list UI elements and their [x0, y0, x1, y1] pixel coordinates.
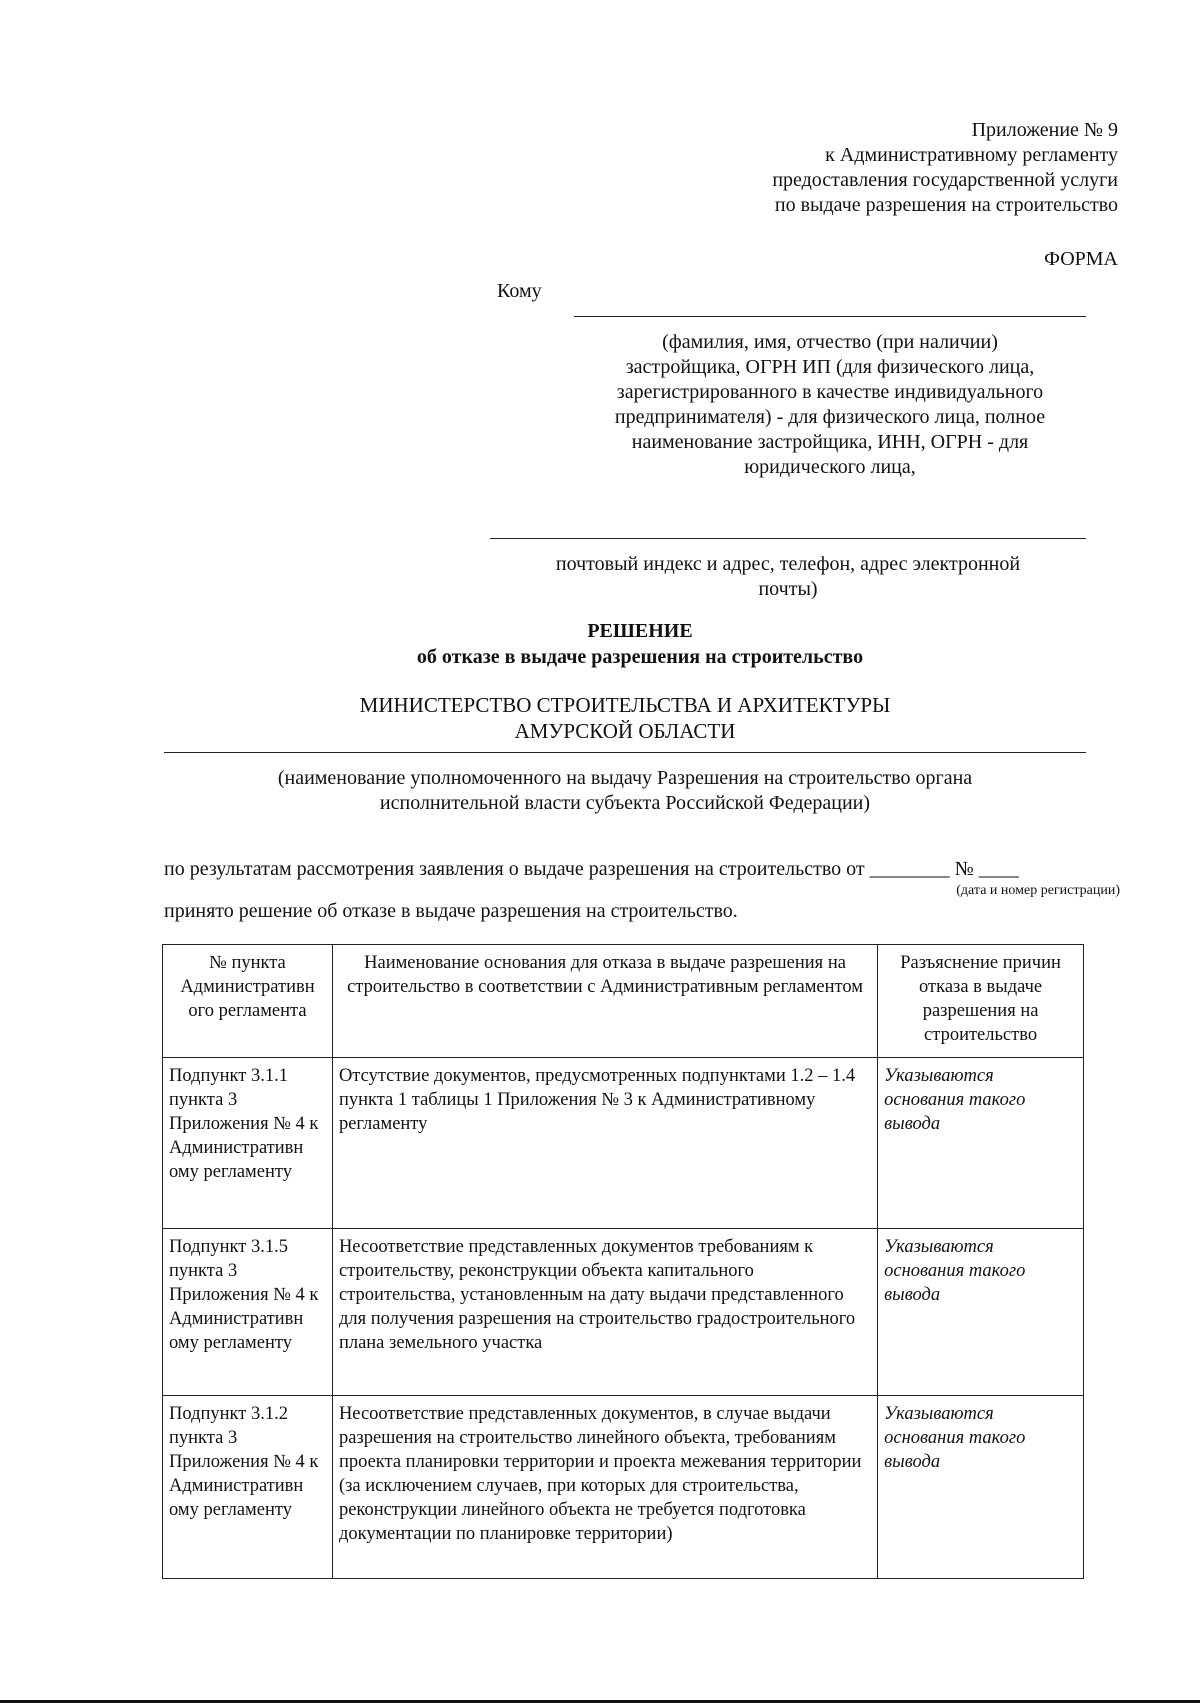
decision-title: РЕШЕНИЕ [587, 620, 693, 642]
recipient-caption-line: зарегистрированного в качестве индивидуального [616, 381, 1044, 403]
address-caption [500, 552, 1076, 602]
authority-line [164, 752, 1086, 753]
appendix-line-4: по выдаче разрешения на строительство [774, 194, 1118, 216]
row-clause: Подпункт 3.1.5 пункта 3 Приложения № 4 к Административн ому регламенту [163, 1229, 333, 1396]
refusal-grounds-table [162, 944, 1084, 1579]
row-explanation: Указываются основания такого вывода [878, 1396, 1084, 1579]
authority-caption [164, 766, 1086, 816]
table-row [163, 1058, 1084, 1229]
row-ground: Несоответствие представленных документов, в случае выдачи разрешения на строительство линейного объекта, требованиям проекта планировки территории и проекта межевания территории (за исключением случаев, при которых для строительства, реконструкции линейного объекта не требуется подготовка документации по планировке территории) [332, 1396, 877, 1579]
table-header-row [163, 945, 1084, 1058]
authority-caption-line-2: исполнительной власти субъекта Российской Федерации) [379, 792, 871, 814]
authority-line-2: АМУРСКОЙ ОБЛАСТИ [514, 719, 736, 743]
decision-subtitle: об отказе в выдаче разрешения на строительство [416, 646, 864, 668]
appendix-line-3: предоставления государственной услуги [772, 169, 1118, 191]
header-ground: Наименование основания для отказа в выдаче разрешения на строительство в соответствии с Административным регламентом [332, 945, 877, 1058]
consideration-text: по результатам рассмотрения заявления о выдаче разрешения на строительство от ________ № ____ [164, 858, 1019, 880]
recipient-caption [574, 330, 1086, 480]
appendix-line-1: Приложение № 9 [971, 119, 1118, 141]
recipient-label: Кому [497, 280, 542, 302]
recipient-caption-line: юридического лица, [744, 456, 916, 478]
address-caption-line: почты) [758, 578, 818, 600]
row-clause: Подпункт 3.1.1 пункта 3 Приложения № 4 к Административн ому регламенту [163, 1058, 333, 1229]
appendix-line-2: к Административному регламенту [825, 144, 1118, 166]
recipient-address-line [490, 538, 1086, 539]
recipient-caption-line: (фамилия, имя, отчество (при наличии) [662, 331, 998, 353]
row-explanation: Указываются основания такого вывода [878, 1058, 1084, 1229]
authority-caption-line-1: (наименование уполномоченного на выдачу Разрешения на строительство органа [277, 767, 973, 789]
recipient-caption-line: наименование застройщика, ИНН, ОГРН - для [631, 431, 1029, 453]
appendix-header [772, 118, 1118, 218]
registration-note: (дата и номер регистрации) [956, 883, 1120, 898]
row-ground: Отсутствие документов, предусмотренных подпунктами 1.2 – 1.4 пункта 1 таблицы 1 Приложения № 3 к Административному регламенту [332, 1058, 877, 1229]
recipient-caption-line: предпринимателя) - для физического лица, полное [614, 406, 1046, 428]
table-row [163, 1396, 1084, 1579]
row-ground: Несоответствие представленных документов требованиям к строительству, реконструкции объекта капитального строительства, установленным на дату выдачи представленного для получения разрешения на строительство градостроительного плана земельного участка [332, 1229, 877, 1396]
header-clause: № пункта Административн ого регламента [163, 945, 333, 1058]
recipient-name-line [574, 316, 1086, 317]
authority-line-1: МИНИСТЕРСТВО СТРОИТЕЛЬСТВА И АРХИТЕКТУРЫ [359, 693, 891, 717]
form-label: ФОРМА [1044, 248, 1118, 270]
header-explanation: Разъяснение причин отказа в выдаче разрешения на строительство [878, 945, 1084, 1058]
decision-accepted-text: принято решение об отказе в выдаче разрешения на строительство. [164, 900, 738, 922]
authority-name [164, 692, 1086, 744]
row-clause: Подпункт 3.1.2 пункта 3 Приложения № 4 к Административн ому регламенту [163, 1396, 333, 1579]
recipient-caption-line: застройщика, ОГРН ИП (для физического лица, [625, 356, 1035, 378]
address-caption-line: почтовый индекс и адрес, телефон, адрес электронной [555, 553, 1021, 575]
table-row [163, 1229, 1084, 1396]
row-explanation: Указываются основания такого вывода [878, 1229, 1084, 1396]
